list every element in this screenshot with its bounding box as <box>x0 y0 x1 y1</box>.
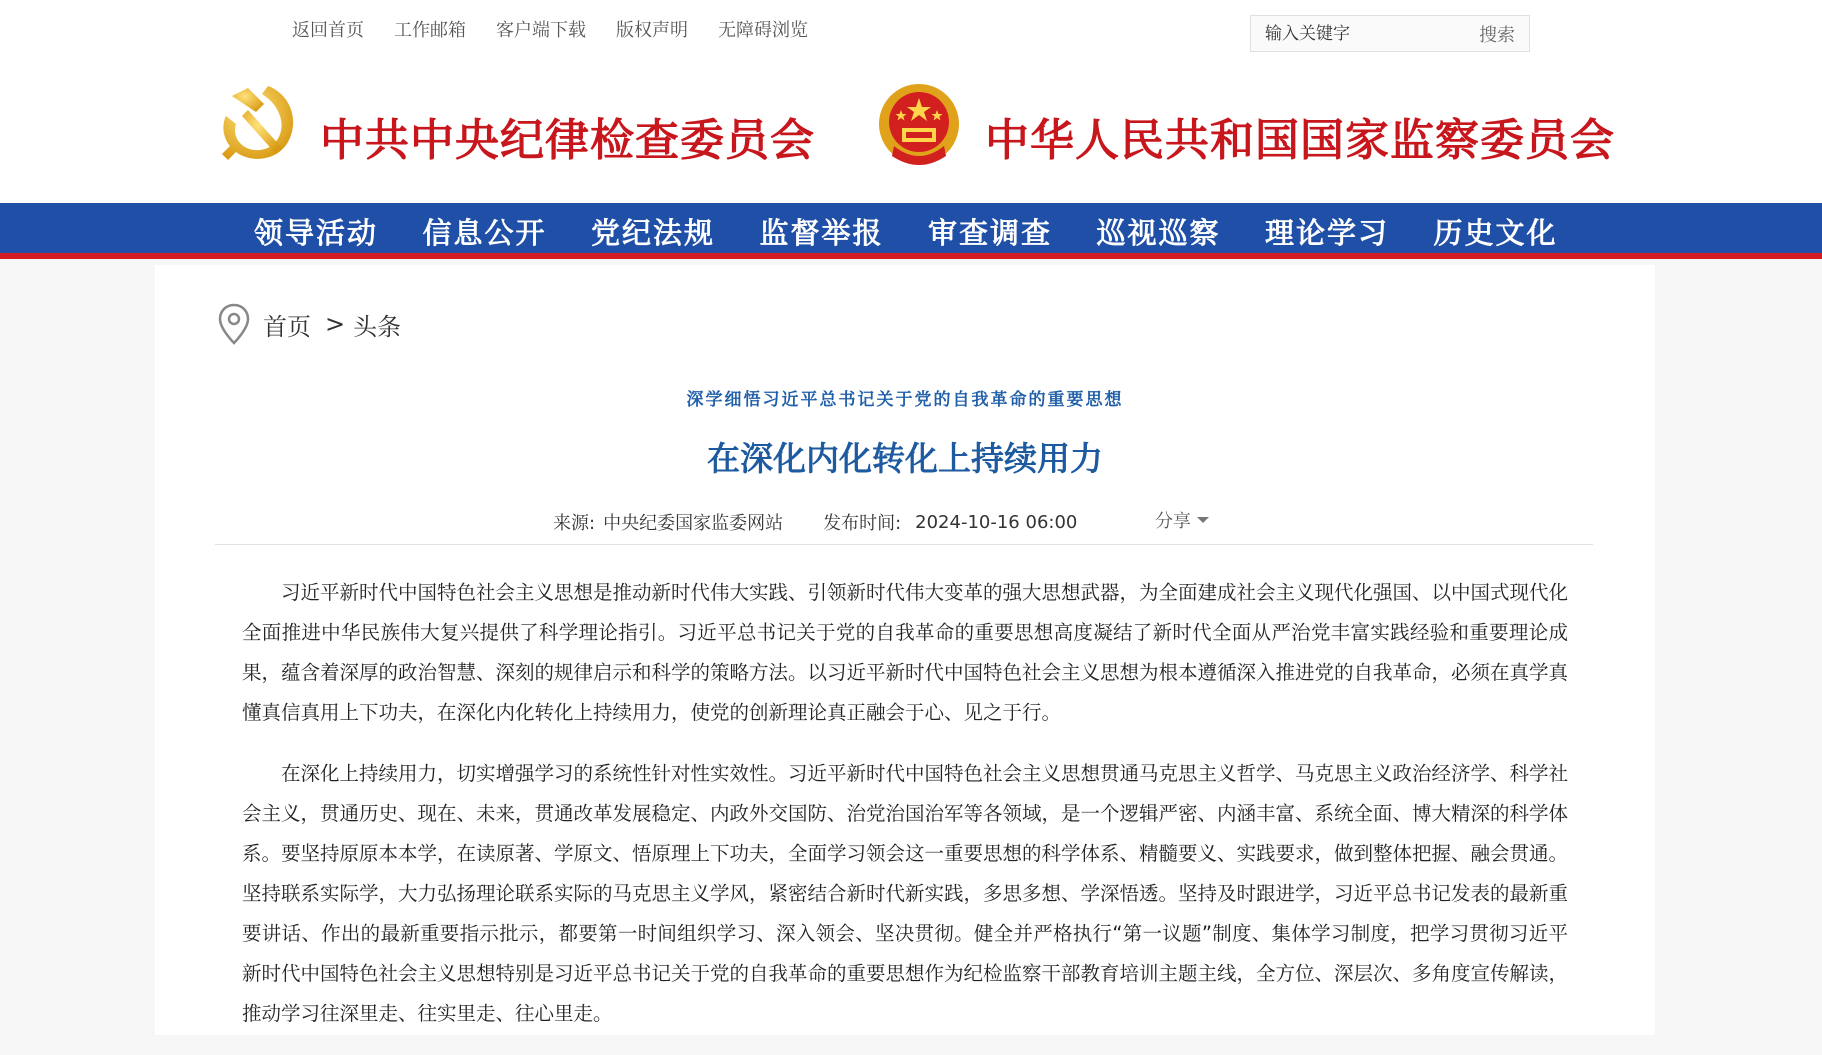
time-label: 发布时间: <box>823 513 902 534</box>
source-value: 中央纪委国家监委网站 <box>603 513 784 534</box>
article-title: 在深化内化转化上持续用力 <box>707 439 1103 478</box>
nav-item-regulations[interactable]: 党纪法规 <box>591 215 716 250</box>
chevron-down-icon <box>1197 517 1209 523</box>
article-container <box>155 265 1655 1035</box>
top-link-accessibility[interactable]: 无障碍浏览 <box>718 20 808 41</box>
share-label: 分享 <box>1155 511 1191 532</box>
top-links <box>292 16 808 42</box>
nav-item-investigation[interactable]: 审查调查 <box>928 215 1053 250</box>
nav-item-history[interactable]: 历史文化 <box>1433 215 1558 250</box>
time-value: 2024-10-16 06:00 <box>915 511 1078 533</box>
nav-item-leadership[interactable]: 领导活动 <box>254 215 379 250</box>
nav-item-disclosure[interactable]: 信息公开 <box>422 215 547 250</box>
source-label: 来源: <box>553 513 596 534</box>
article-meta <box>553 509 1077 535</box>
breadcrumb-home[interactable]: 首页 <box>263 312 311 341</box>
nav-item-inspection[interactable]: 巡视巡察 <box>1096 215 1221 250</box>
nav-item-report[interactable]: 监督举报 <box>759 215 884 250</box>
location-pin-icon <box>217 303 251 345</box>
state-commission-title: 中华人民共和国国家监察委员会 <box>985 115 1615 166</box>
article-paragraph: 习近平新时代中国特色社会主义思想是推动新时代伟大实践、引领新时代伟大变革的强大思想武器，为全面建成社会主义现代化强国、以中国式现代化全面推进中华民族伟大复兴提供了科学理论指引。习近平总书记关于党的自我革命的重要思想高度凝结了新时代全面从严治党丰富实践经验和重要理论成果，蕴含着深厚的政治智慧、深刻的规律启示和科学的策略方法。以习近平新时代中国特色社会主义思想为根本遵循深入推进党的自我革命，必须在真学真懂真信真用上下功夫，在深化内化转化上持续用力，使党的创新理论真正融会于心、见之于行。 <box>242 581 1569 724</box>
divider <box>215 544 1593 545</box>
search-box <box>1250 15 1530 52</box>
party-committee-title: 中共中央纪律检查委员会 <box>320 115 815 166</box>
article-paragraph: 在深化上持续用力，切实增强学习的系统性针对性实效性。习近平新时代中国特色社会主义思想贯通马克思主义哲学、马克思主义政治经济学、科学社会主义，贯通历史、现在、未来，贯通改革发展稳定、内政外交国防、治党治国治军等各领域，是一个逻辑严密、内涵丰富、系统全面、博大精深的科学体系。要坚持原原本本学，在读原著、学原文、悟原理上下功夫，全面学习领会这一重要思想的科学体系、精髓要义、实践要求，做到整体把握、融会贯通。坚持联系实际学，大力弘扬理论联系实际的马克思主义学风，紧密结合新时代新实践，多思多想、学深悟透。坚持及时跟进学，习近平总书记发表的最新重要讲话、作出的最新重要指示批示，都要第一时间组织学习、深入领会、坚决贯彻。健全并严格执行“第一议题”制度、集体学习制度，把学习贯彻习近平新时代中国特色社会主义思想特别是习近平总书记关于党的自我革命的重要思想作为纪检监察干部教育培训主题主线，全方位、深层次、多角度宣传解读，推动学习往深里走、往实里走、往心里走。 <box>242 762 1569 1025</box>
search-button[interactable]: 搜索 <box>1479 24 1515 46</box>
breadcrumb-current[interactable]: 头条 <box>353 312 402 341</box>
nav-item-theory[interactable]: 理论学习 <box>1265 215 1390 250</box>
top-link-mail[interactable]: 工作邮箱 <box>394 20 466 41</box>
article-column: 深学细悟习近平总书记关于党的自我革命的重要思想 <box>686 390 1124 410</box>
share-dropdown[interactable] <box>1155 507 1209 533</box>
breadcrumb <box>217 303 401 345</box>
main-nav <box>0 203 1822 259</box>
party-emblem-icon <box>218 80 300 166</box>
search-input[interactable] <box>1265 24 1455 44</box>
national-emblem-icon <box>876 80 962 172</box>
top-link-copyright[interactable]: 版权声明 <box>616 20 688 41</box>
site-header <box>0 0 1822 203</box>
breadcrumb-separator: > <box>325 310 346 338</box>
top-link-home[interactable]: 返回首页 <box>292 20 364 41</box>
top-link-client-download[interactable]: 客户端下载 <box>496 20 586 41</box>
article-body <box>242 573 1568 1055</box>
